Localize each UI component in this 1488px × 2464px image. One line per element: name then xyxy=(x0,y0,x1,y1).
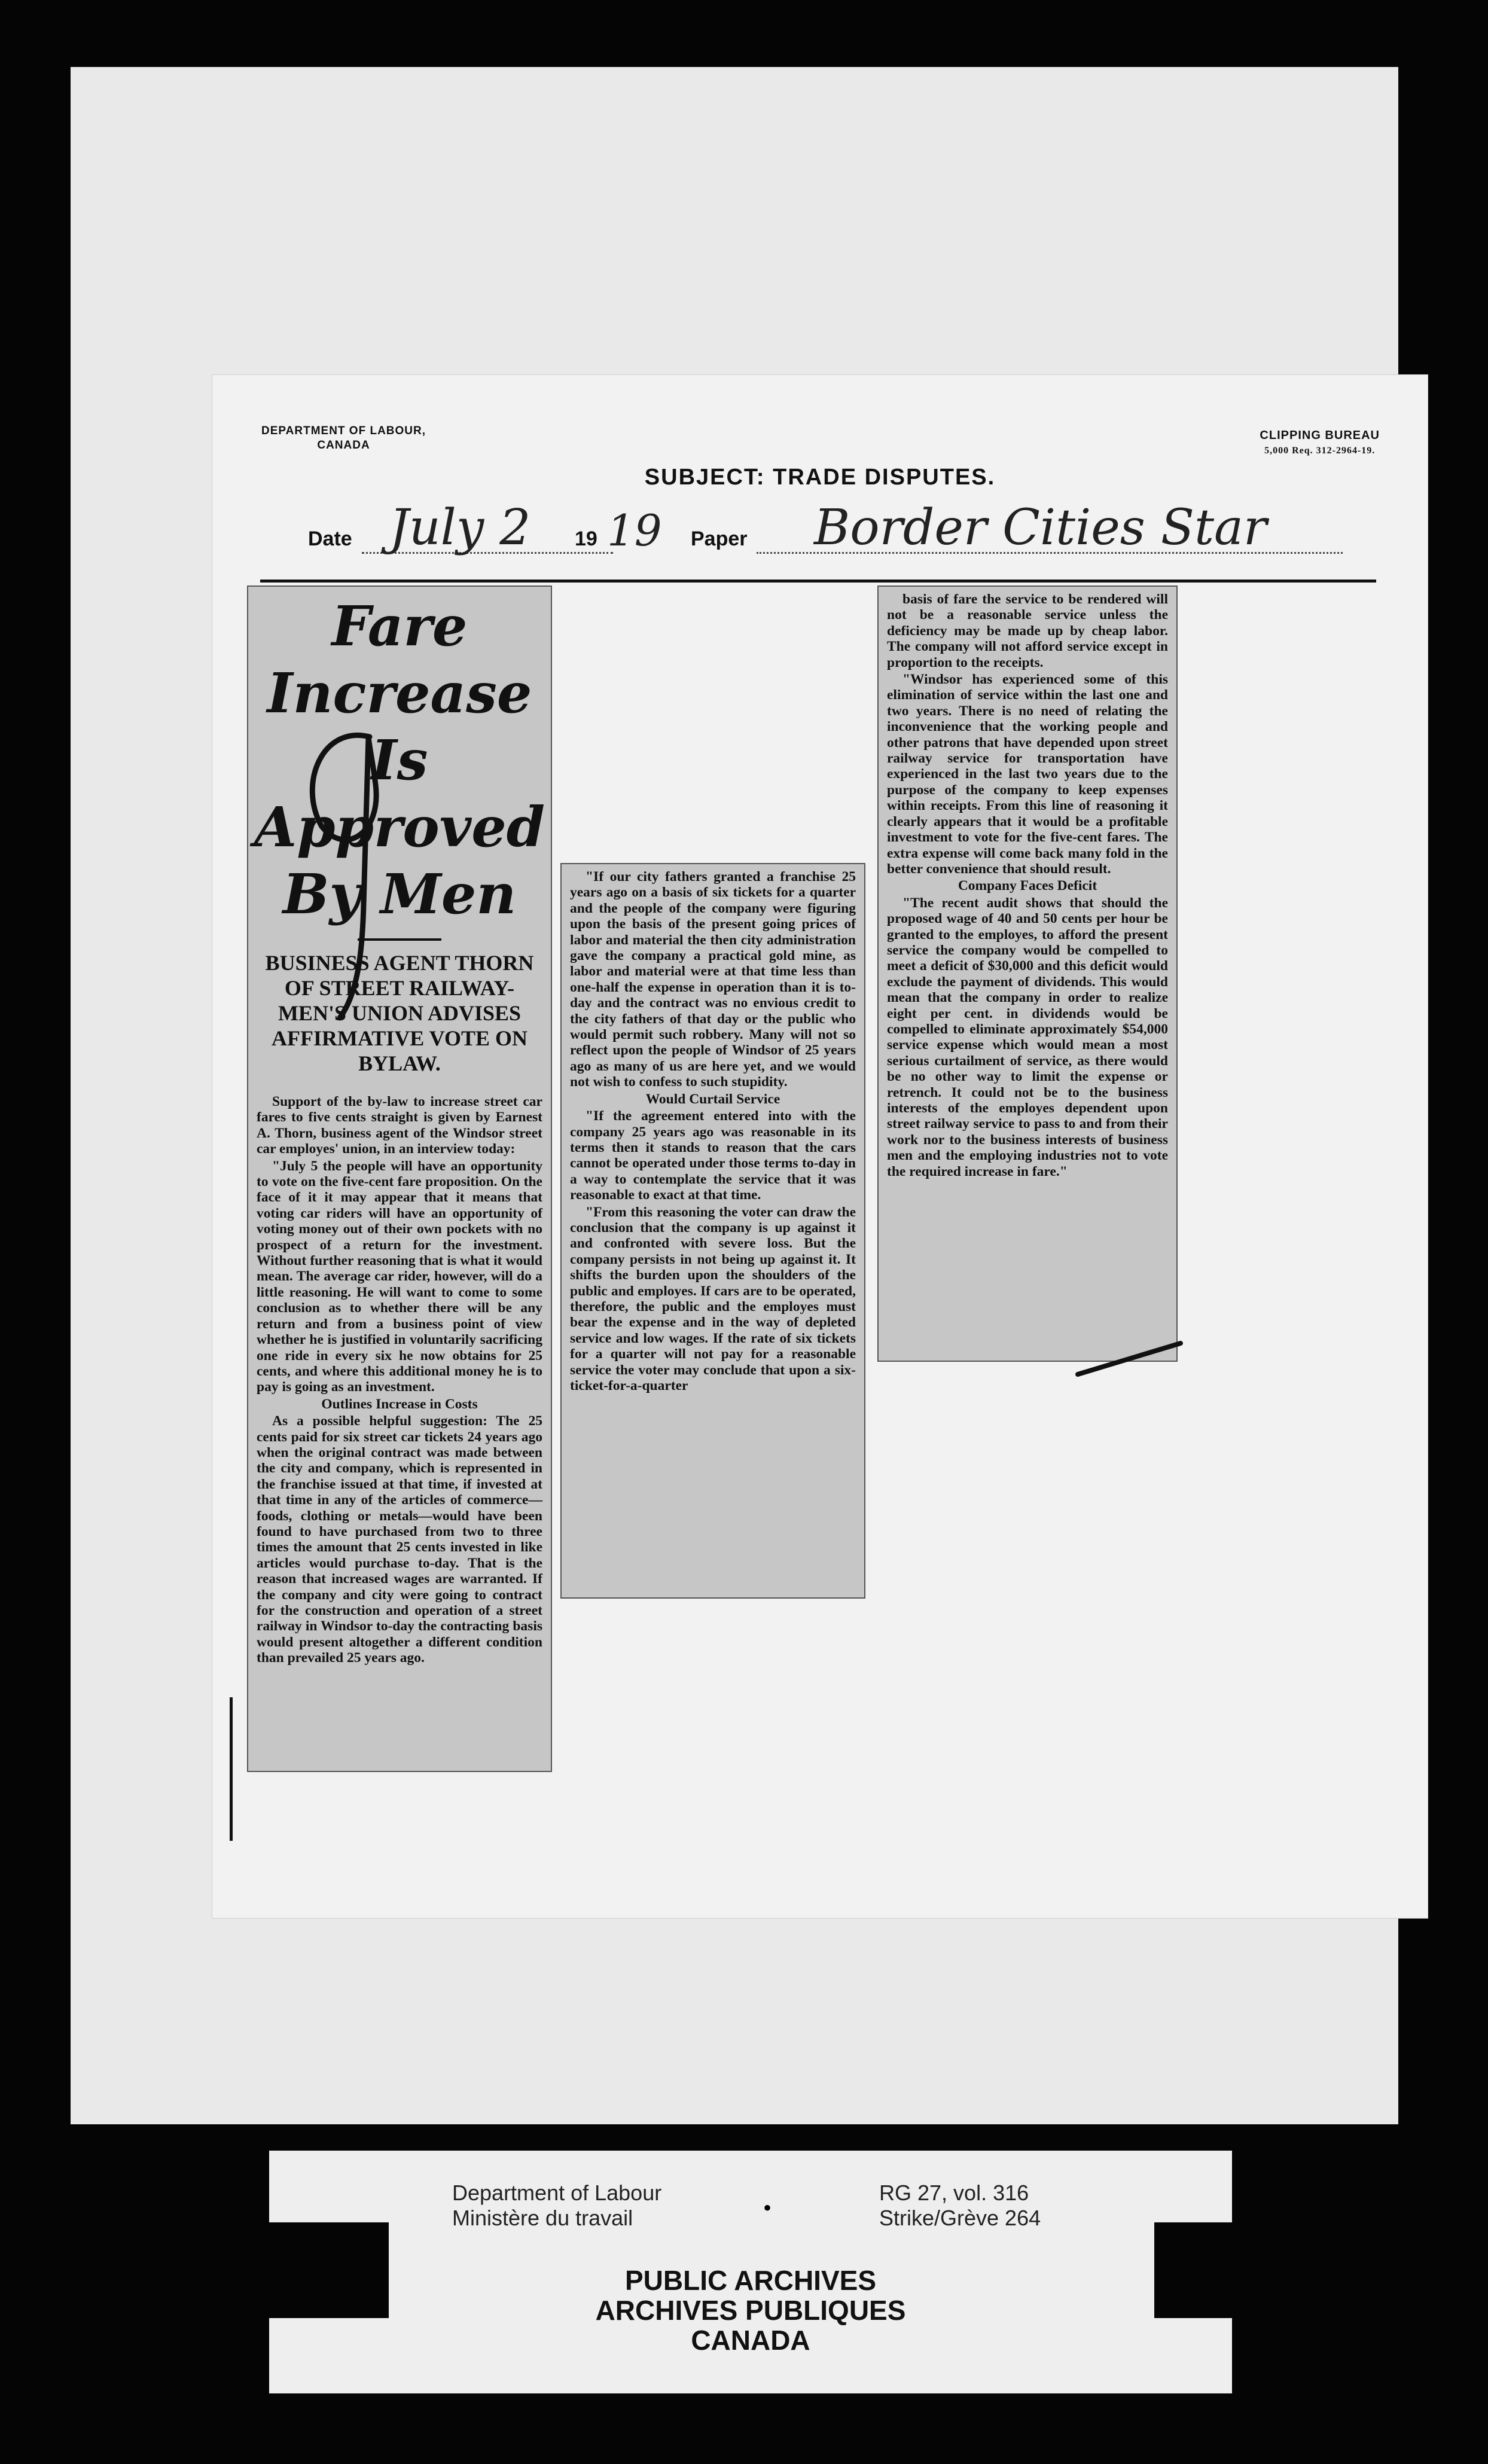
clipping-column-3 xyxy=(877,585,1178,1362)
paragraph: "Windsor has experienced some of this elimination of service within the last one and two years. There is no need of relating the inconvenience that the working people and other patrons that have depended upon street railway service for transportation have experienced in the last two years due to the purpose of the company to keep expenses within receipts. From this line of reasoning it clearly appears that it would be a profitable investment to vote for the five-cent fares. The extra expense will come back many fold in the better convenience that should result. xyxy=(887,672,1168,877)
department-english: Department of Labour xyxy=(452,2181,662,2205)
left-margin-line xyxy=(230,1697,233,1841)
paragraph: "If our city fathers granted a franchise 25 years ago on a basis of six tickets for a quarter and the people of the company were figuring upon the basis of the present going prices of labor and material the then city administration gave the company a practical gold mine, as labor and material were at that time less than one-half the expense in operation than it is to-day and the contract was no envious credit to the city fathers of that day or the public who would permit such robbery. Many will not so reflect upon the people of Windsor of 25 years ago as many of us are here yet, and we would not wish to confess to such stupidity. xyxy=(570,869,856,1090)
archives-title-french: ARCHIVES PUBLIQUES xyxy=(595,2295,906,2326)
department-country: CANADA xyxy=(317,439,370,452)
department-heading xyxy=(261,424,426,453)
bureau-name: CLIPPING BUREAU xyxy=(1260,429,1380,442)
headline-line-2: Approved By Men xyxy=(254,795,545,926)
headline-line-1: Fare Increase Is xyxy=(267,594,532,792)
paragraph: As a possible helpful suggestion: The 25 cents paid for six street car tickets 24 years ago when the original contract was made between the city and company, which is represented in the franchise issued at that time, if invested at that time in any of the articles of commerce—foods, clothing or metals—would have been found to have purchased from two to three times the amount that 25 cents invested in like articles would purchase to-day. That is the reason that increased wages are warranted. If the company and city were going to contract for the construction and operation of a street railway in Windsor to-day the contracting basis would present altogether a different condition than prevailed 25 years ago. xyxy=(257,1413,542,1666)
handwritten-nine-mark xyxy=(298,713,400,1024)
reference-block xyxy=(879,2181,1041,2231)
date-label: Date xyxy=(308,527,352,550)
separator-dot: • xyxy=(763,2194,772,2221)
column-3-text xyxy=(879,587,1176,1179)
archives-title-english: PUBLIC ARCHIVES xyxy=(625,2265,876,2296)
paper-label: Paper xyxy=(691,527,748,550)
handwritten-paper-name: Border Cities Star xyxy=(814,499,1267,556)
subheading: Would Curtail Service xyxy=(645,1091,780,1107)
strike-number: Strike/Grève 264 xyxy=(879,2206,1041,2230)
article-headline xyxy=(248,593,551,928)
handwritten-year: 19 xyxy=(607,505,662,556)
subject-value: TRADE DISPUTES. xyxy=(773,465,996,490)
paragraph: "The recent audit shows that should the proposed wage of 40 and 50 cents per hour be granted to the employes, to afford the present service the company would be compelled to meet a deficit of $30,000 and this deficit would exclude the payment of dividends. This would mean that the company in order to realize eight per cent. in dividends would be compelled to eliminate approximately $54,000 service expense which would mean a most serious curtailment of service, as there would be no other way to limit the expense or retrench. It could not be to the business interests of the employes dependent upon street railway service to pass to and from their work nor to the business interests of business men and the employing industries not to vote the required increase in fare." xyxy=(887,895,1168,1179)
subheading: Outlines Increase in Costs xyxy=(321,1396,478,1412)
paragraph: Support of the by-law to increase street car fares to five cents straight is given by Earnest A. Thorn, business agent of the Windsor street car employes' union, in an interview today: xyxy=(257,1094,542,1157)
record-group-volume: RG 27, vol. 316 xyxy=(879,2181,1029,2205)
paragraph: "From this reasoning the voter can draw the conclusion that the company is up against it and confronted with severe loss. But the company persists in not being up against it. It shifts the burden upon the shoulders of the public and employes. If cars are to be operated, therefore, the public and the employes must bear the expense and in the way of depleted service and low wages. If the rate of six tickets for a quarter will not pay for a reasonable service the voter may conclude that upon a six-ticket-for-a-quarter xyxy=(570,1204,856,1393)
article-deck: BUSINESS AGENT THORN OF STREET RAILWAY-MEN'S UNION ADVISES AFFIRMATIVE VOTE ON BYLAW. xyxy=(265,951,534,1075)
paragraph: "If the agreement entered into with the company 25 years ago was reasonable in its terms then it stands to reason that the cars cannot be operated under those terms to-day in a way to contemplate the service that it was reasonable to exact at that time. xyxy=(570,1108,856,1203)
column-1-text xyxy=(248,1094,551,1666)
department-block xyxy=(452,2181,661,2231)
subject-line xyxy=(212,465,1428,490)
paragraph: "July 5 the people will have an opportunity to vote on the five-cent fare proposition. On the face of it it may appear that it means that voting car riders will have an opportunity of voting money out of their own pockets with no prospect of a return for the investment. Without further reasoning that is what it would mean. The average car rider, however, will do a little reasoning. He will want to come to some conclusion as to whether there will be any return and from a business point of view whether he is justified in voluntarily sacrificing one ride in every six he now obtains for 25 cents, and where this additional money he is to pay is going as an investment. xyxy=(257,1158,542,1395)
subject-label: SUBJECT: xyxy=(644,465,766,490)
pen-stroke-mark xyxy=(1075,1341,1183,1377)
clipping-column-2 xyxy=(560,863,865,1599)
department-french: Ministère du travail xyxy=(452,2206,633,2230)
heavy-rule xyxy=(260,580,1376,583)
subheading: Company Faces Deficit xyxy=(958,878,1097,894)
clipping-column-1 xyxy=(247,585,552,1772)
archival-sheet xyxy=(71,67,1398,2124)
archives-title xyxy=(269,2265,1232,2355)
year-prefix: 19 xyxy=(575,527,597,550)
requisition-number: 5,000 Req. 312-2964-19. xyxy=(1264,446,1376,456)
clipping-bureau-heading xyxy=(1260,428,1380,459)
clipping-form xyxy=(212,374,1428,1919)
column-2-text xyxy=(562,864,864,1393)
department-name: DEPARTMENT OF LABOUR, xyxy=(261,425,426,437)
paragraph: basis of fare the service to be rendered will not be a reasonable service unless the deficiency may be made up by cheap labor. The company will not afford service except in proportion to the receipts. xyxy=(887,591,1168,670)
handwritten-date: July 2 xyxy=(389,499,531,556)
archives-title-country: CANADA xyxy=(691,2325,810,2356)
archive-label xyxy=(269,2151,1232,2393)
